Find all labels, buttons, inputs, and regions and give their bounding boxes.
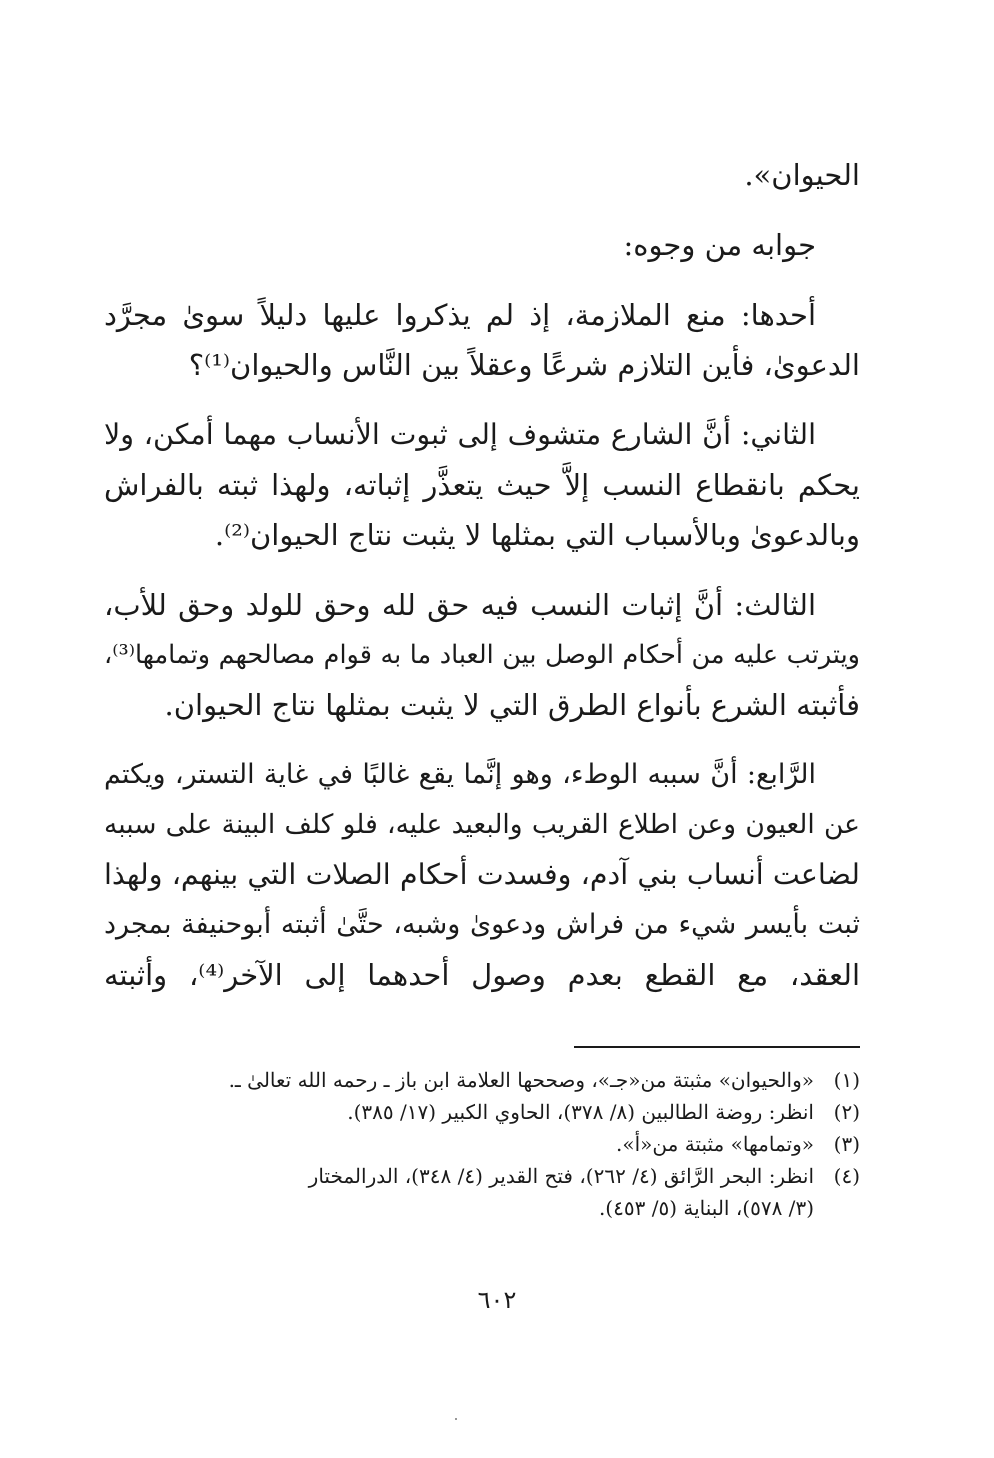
- footnote: [104, 1160, 860, 1192]
- scan-speck: [455, 1418, 457, 1420]
- footnote-number: (٣): [833, 1132, 860, 1156]
- text-line: العقد، مع القطع بعدم وصول أحدهما إلى الآخر⁽⁴⁾، وأثبته: [104, 958, 861, 992]
- footnote-text: انظر: روضة الطالبين (٨/ ٣٧٨)، الحاوي الكبير (١٧/ ٣٨٥).: [347, 1100, 814, 1124]
- paragraph-continuation: [104, 150, 860, 200]
- footnote-number: (٢): [833, 1100, 860, 1124]
- footnote-number: (٤): [833, 1164, 860, 1188]
- main-text: [104, 150, 860, 1000]
- footnote: [104, 1096, 860, 1128]
- text-line: الثالث: أنَّ إثبات النسب فيه حق لله وحق للولد وحق للأب،: [104, 588, 816, 622]
- text-line: ثبت بأيسر شيء من فراش ودعوىٰ وشبه، حتَّىٰ أثبته أبوحنيفة بمجرد: [104, 909, 860, 940]
- text-line: وبالدعوىٰ وبالأسباب التي بمثلها لا يثبت نتاج الحيوان⁽²⁾.: [214, 518, 860, 552]
- footnote-separator: [574, 1046, 860, 1048]
- text-line: جوابه من وجوه:: [623, 228, 816, 262]
- text-line: يحكم بانقطاع النسب إلاَّ حيث يتعذَّر إثباته، ولهذا ثبته بالفراش: [104, 468, 860, 502]
- paragraph-second: [104, 410, 860, 560]
- text-line: أحدها: منع الملازمة، إذ لم يذكروا عليها دليلاً سوىٰ مجرَّد: [104, 298, 816, 332]
- page-number: ٦٠٢: [477, 1286, 517, 1314]
- footnote-continuation: (٣/ ٥٧٨)، البناية (٥/ ٤٥٣).: [598, 1196, 814, 1220]
- paragraph-first: [104, 290, 860, 390]
- text-line: لضاعت أنساب بني آدم، وفسدت أحكام الصلات التي بينهم، ولهذا: [104, 858, 860, 891]
- paragraph-fourth: [104, 750, 860, 1000]
- text-line: الرَّابع: أنَّ سببه الوطء، وهو إنَّما يقع غالبًا في غاية التستر، ويكتم: [104, 759, 816, 790]
- text-line: الثاني: أنَّ الشارع متشوف إلى ثبوت الأنساب مهما أمكن، ولا: [104, 418, 816, 451]
- text-line: الدعوىٰ، فأين التلازم شرعًا وعقلاً بين النَّاس والحيوان⁽¹⁾؟: [188, 348, 860, 382]
- footnote: [104, 1128, 860, 1160]
- footnote-text: «وتمامها» مثبتة من«أ».: [616, 1132, 814, 1156]
- footnotes: [104, 1064, 860, 1224]
- footnote-text: انظر: البحر الرَّائق (٤/ ٢٦٢)، فتح القدير (٤/ ٣٤٨)، الدرالمختار: [308, 1164, 814, 1188]
- footnote: [104, 1064, 860, 1096]
- paragraph-third: [104, 580, 860, 730]
- text-line: فأثبته الشرع بأنواع الطرق التي لا يثبت بمثلها نتاج الحيوان.: [164, 688, 860, 722]
- paragraph-intro: [104, 220, 860, 270]
- footnote-text: «والحيوان» مثبتة من«جـ»، وصححها العلامة ابن باز ـ رحمه الله تعالىٰ ـ.: [228, 1068, 814, 1092]
- footnote-number: (١): [833, 1068, 860, 1092]
- text-line: عن العيون وعن اطلاع القريب والبعيد عليه، فلو كلف البينة على سببه: [104, 809, 860, 840]
- text-line: الحيوان».: [744, 158, 860, 192]
- text-line: ويترتب عليه من أحكام الوصل بين العباد ما به قوام مصالحهم وتمامها⁽³⁾،: [104, 640, 860, 670]
